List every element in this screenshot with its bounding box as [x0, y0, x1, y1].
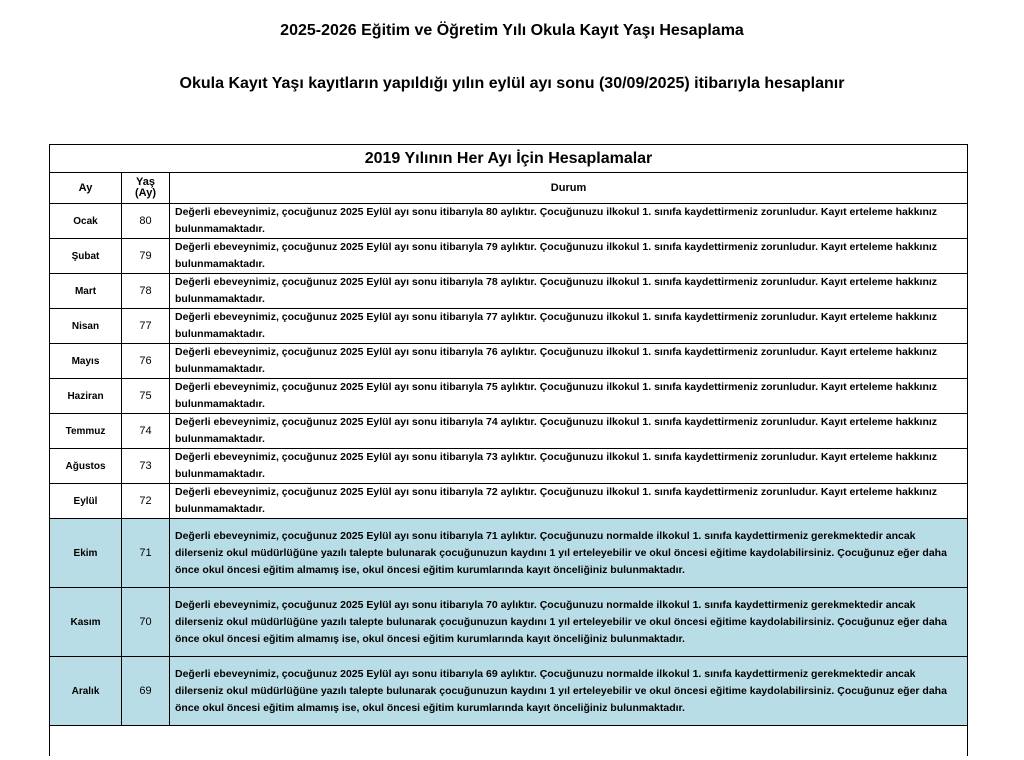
status-cell: Değerli ebeveynimiz, çocuğunuz 2025 Eylül ayı sonu itibarıyla 75 aylıktır. Çocuğunuzu ilkokul 1. sınıfa kaydettirmeniz zorunludur. Kayıt erteleme hakkınız bulunmamaktadır. — [170, 379, 968, 414]
month-cell: Şubat — [50, 239, 122, 274]
table-row — [50, 204, 968, 239]
status-cell: Değerli ebeveynimiz, çocuğunuz 2025 Eylül ayı sonu itibarıyla 74 aylıktır. Çocuğunuzu ilkokul 1. sınıfa kaydettirmeniz zorunludur. Kayıt erteleme hakkınız bulunmamaktadır. — [170, 414, 968, 449]
status-cell: Değerli ebeveynimiz, çocuğunuz 2025 Eylül ayı sonu itibarıyla 73 aylıktır. Çocuğunuzu ilkokul 1. sınıfa kaydettirmeniz zorunludur. Kayıt erteleme hakkınız bulunmamaktadır. — [170, 449, 968, 484]
age-cell: 78 — [122, 274, 170, 309]
table-row — [50, 344, 968, 379]
status-cell: Değerli ebeveynimiz, çocuğunuz 2025 Eylül ayı sonu itibarıyla 78 aylıktır. Çocuğunuzu ilkokul 1. sınıfa kaydettirmeniz zorunludur. Kayıt erteleme hakkınız bulunmamaktadır. — [170, 274, 968, 309]
age-cell: 80 — [122, 204, 170, 239]
column-header-durum: Durum — [170, 173, 968, 204]
status-cell: Değerli ebeveynimiz, çocuğunuz 2025 Eylül ayı sonu itibarıyla 79 aylıktır. Çocuğunuzu ilkokul 1. sınıfa kaydettirmeniz zorunludur. Kayıt erteleme hakkınız bulunmamaktadır. — [170, 239, 968, 274]
month-cell: Ağustos — [50, 449, 122, 484]
month-cell: Kasım — [50, 588, 122, 657]
month-cell: Eylül — [50, 484, 122, 519]
age-cell: 69 — [122, 657, 170, 726]
status-cell: Değerli ebeveynimiz, çocuğunuz 2025 Eylül ayı sonu itibarıyla 70 aylıktır. Çocuğunuzu normalde ilkokul 1. sınıfa kaydettirmeniz gerekmektedir ancak dilerseniz okul müdürlüğüne yazılı talepte bulunarak çocuğunuzun kaydını 1 yıl erteleyebilir ve okul öncesi eğitime kaydolabilirsiniz. Çocuğunuz eğer daha önce okul öncesi eğitim almamış ise, okul öncesi eğitim kurumlarında kayıt önceliğiniz bulunmaktadır. — [170, 588, 968, 657]
month-cell: Ekim — [50, 519, 122, 588]
table-row-highlighted — [50, 588, 968, 657]
status-cell: Değerli ebeveynimiz, çocuğunuz 2025 Eylül ayı sonu itibarıyla 69 aylıktır. Çocuğunuzu normalde ilkokul 1. sınıfa kaydettirmeniz gerekmektedir ancak dilerseniz okul müdürlüğüne yazılı talepte bulunarak çocuğunuzun kaydını 1 yıl erteleyebilir ve okul öncesi eğitime kaydolabilirsiniz. Çocuğunuz eğer daha önce okul öncesi eğitim almamış ise, okul öncesi eğitim kurumlarında kayıt önceliğiniz bulunmaktadır. — [170, 657, 968, 726]
table-row — [50, 239, 968, 274]
table-row — [50, 379, 968, 414]
month-cell: Haziran — [50, 379, 122, 414]
month-cell: Mayıs — [50, 344, 122, 379]
month-cell: Temmuz — [50, 414, 122, 449]
table-row — [50, 484, 968, 519]
month-cell: Mart — [50, 274, 122, 309]
age-cell: 71 — [122, 519, 170, 588]
month-cell: Nisan — [50, 309, 122, 344]
status-cell: Değerli ebeveynimiz, çocuğunuz 2025 Eylül ayı sonu itibarıyla 76 aylıktır. Çocuğunuzu ilkokul 1. sınıfa kaydettirmeniz zorunludur. Kayıt erteleme hakkınız bulunmamaktadır. — [170, 344, 968, 379]
age-cell: 76 — [122, 344, 170, 379]
status-cell: Değerli ebeveynimiz, çocuğunuz 2025 Eylül ayı sonu itibarıyla 80 aylıktır. Çocuğunuzu ilkokul 1. sınıfa kaydettirmeniz zorunludur. Kayıt erteleme hakkınız bulunmamaktadır. — [170, 204, 968, 239]
age-cell: 75 — [122, 379, 170, 414]
age-cell: 72 — [122, 484, 170, 519]
document-subtitle: Okula Kayıt Yaşı kayıtların yapıldığı yılın eylül ayı sonu (30/09/2025) itibarıyla hesaplanır — [179, 75, 845, 92]
table-heading: 2019 Yılının Her Ayı İçin Hesaplamalar — [50, 145, 968, 173]
age-cell: 70 — [122, 588, 170, 657]
empty-cell — [50, 726, 968, 757]
month-cell: Ocak — [50, 204, 122, 239]
age-cell: 74 — [122, 414, 170, 449]
table-row-highlighted — [50, 657, 968, 726]
calculation-table — [49, 144, 968, 756]
column-header-ay: Ay — [50, 173, 122, 204]
status-cell: Değerli ebeveynimiz, çocuğunuz 2025 Eylül ayı sonu itibarıyla 71 aylıktır. Çocuğunuzu normalde ilkokul 1. sınıfa kaydettirmeniz gerekmektedir ancak dilerseniz okul müdürlüğüne yazılı talepte bulunarak çocuğunuzun kaydını 1 yıl erteleyebilir ve okul öncesi eğitime kaydolabilirsiniz. Çocuğunuz eğer daha önce okul öncesi eğitim almamış ise, okul öncesi eğitim kurumlarında kayıt önceliğiniz bulunmaktadır. — [170, 519, 968, 588]
table-row — [50, 449, 968, 484]
document-title: 2025-2026 Eğitim ve Öğretim Yılı Okula Kayıt Yaşı Hesaplama — [280, 22, 744, 39]
age-cell: 77 — [122, 309, 170, 344]
age-cell: 73 — [122, 449, 170, 484]
age-cell: 79 — [122, 239, 170, 274]
table-row — [50, 414, 968, 449]
status-cell: Değerli ebeveynimiz, çocuğunuz 2025 Eylül ayı sonu itibarıyla 77 aylıktır. Çocuğunuzu ilkokul 1. sınıfa kaydettirmeniz zorunludur. Kayıt erteleme hakkınız bulunmamaktadır. — [170, 309, 968, 344]
table-row — [50, 309, 968, 344]
table-row-highlighted — [50, 519, 968, 588]
status-cell: Değerli ebeveynimiz, çocuğunuz 2025 Eylül ayı sonu itibarıyla 72 aylıktır. Çocuğunuzu ilkokul 1. sınıfa kaydettirmeniz zorunludur. Kayıt erteleme hakkınız bulunmamaktadır. — [170, 484, 968, 519]
table-row — [50, 274, 968, 309]
empty-row — [50, 726, 968, 757]
month-cell: Aralık — [50, 657, 122, 726]
column-header-yas: Yaş (Ay) — [122, 173, 170, 204]
